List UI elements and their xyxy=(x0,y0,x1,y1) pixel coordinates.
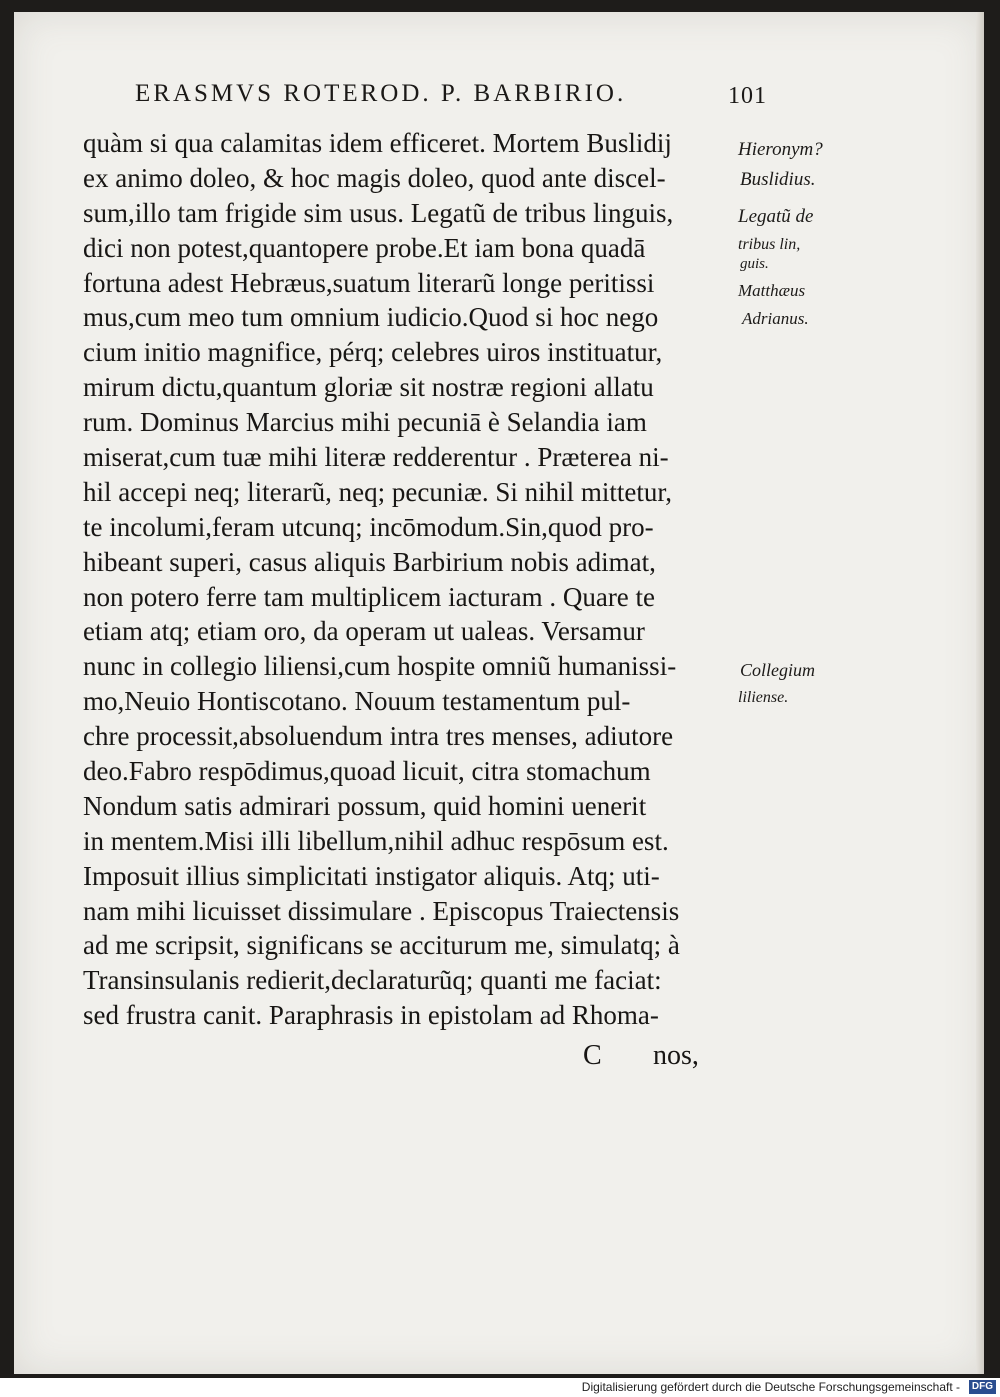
text-line: Nondum satis admirari possum, quid homini uenerit xyxy=(83,790,647,821)
catchword: nos, xyxy=(653,1040,699,1071)
text-line: miserat,cum tuæ mihi literæ redderentur . Præterea ni- xyxy=(83,442,669,473)
text-line: dici non potest,quantopere probe.Et iam bona quadā xyxy=(83,232,646,263)
text-line: nam mihi licuisset dissimulare . Episcopus Traiectensis xyxy=(83,895,680,926)
text-line: rum. Dominus Marcius mihi pecuniā è Selandia iam xyxy=(83,407,647,438)
text-line: hil accepi neq; literarũ, neq; pecuniæ. Si nihil mittetur, xyxy=(83,476,673,507)
text-line: chre processit,absoluendum intra tres menses, adiutore xyxy=(83,721,674,752)
margin-note: guis. xyxy=(740,256,769,272)
margin-note: Legatũ de xyxy=(738,206,814,227)
footer-bar xyxy=(0,1378,1000,1397)
margin-note: liliense. xyxy=(738,689,789,706)
text-line: deo.Fabro respōdimus,quoad licuit, citra stomachum xyxy=(83,756,651,787)
running-head: ERASMVS ROTEROD. P. BARBIRIO. xyxy=(135,80,627,107)
text-line: ex animo doleo, & hoc magis doleo, quod ante discel- xyxy=(83,162,666,193)
page-number: 101 xyxy=(728,83,767,109)
text-line: mirum dictu,quantum gloriæ sit nostræ regioni allatu xyxy=(83,372,654,403)
text-line: quàm si qua calamitas idem efficeret. Mortem Buslidij xyxy=(83,128,672,158)
margin-note: Collegium xyxy=(740,660,815,680)
margin-note: Adrianus. xyxy=(742,309,809,328)
text-line: cium initio magnifice, pérq; celebres uiros instituatur, xyxy=(83,337,663,368)
margin-note: Hieronym? xyxy=(738,139,823,160)
text-line: mo,Neuio Hontiscotano. Nouum testamentum pul- xyxy=(83,686,631,717)
text-line: in mentem.Misi illi libellum,nihil adhuc respōsum est. xyxy=(83,825,669,856)
text-line: mus,cum meo tum omnium iudicio.Quod si hoc nego xyxy=(83,302,659,333)
margin-note: Matthæus xyxy=(738,281,806,300)
body-text xyxy=(83,126,733,1033)
margin-note: tribus lin, xyxy=(738,236,801,253)
margin-note: Buslidius. xyxy=(740,169,816,190)
text-line: te incolumi,feram utcunq; incōmodum.Sin,quod pro- xyxy=(83,511,654,542)
text-line: ad me scripsit, significans se acciturum me, simulatq; à xyxy=(83,930,680,961)
text-line: non potero ferre tam multiplicem iacturam . Quare te xyxy=(83,581,656,612)
dfg-logo: DFG xyxy=(969,1380,996,1394)
text-line: fortuna adest Hebræus,suatum literarũ longe peritissi xyxy=(83,267,655,298)
text-line: sed frustra canit. Paraphrasis in epistolam ad Rhoma- xyxy=(83,1000,659,1031)
signature-mark: C xyxy=(583,1040,602,1071)
page-edge xyxy=(976,12,984,1374)
text-line: Transinsulanis redierit,declaraturũq; quanti me faciat: xyxy=(83,965,662,996)
text-line: sum,illo tam frigide sim usus. Legatũ de tribus linguis, xyxy=(83,197,674,228)
text-line: etiam atq; etiam oro, da operam ut ualeas. Versamur xyxy=(83,616,645,647)
text-line: Imposuit illius simplicitati instigator aliquis. Atq; uti- xyxy=(83,860,660,891)
text-line: nunc in collegio liliensi,cum hospite omniũ humanissi- xyxy=(83,651,677,682)
text-line: hibeant superi, casus aliquis Barbirium nobis adimat, xyxy=(83,546,656,577)
footer-credit: Digitalisierung gefördert durch die Deutsche Forschungsgemeinschaft - xyxy=(581,1380,960,1394)
